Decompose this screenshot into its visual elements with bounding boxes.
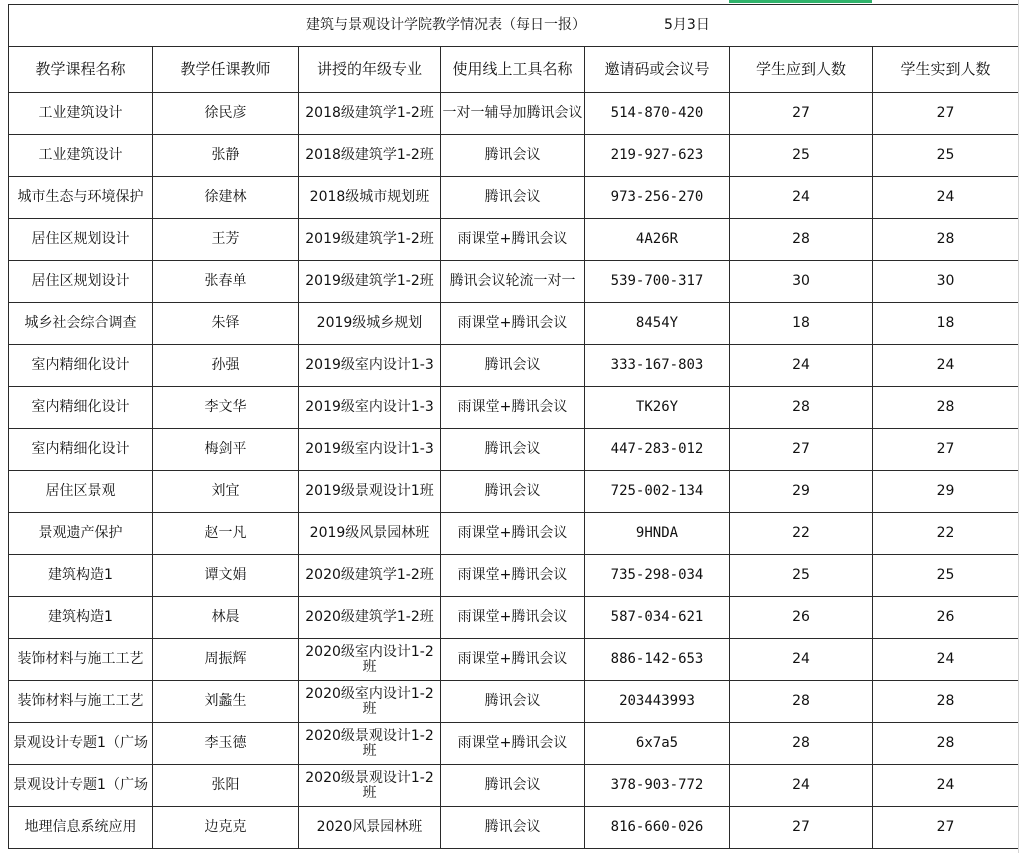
cell-course[interactable]: 工业建筑设计 — [9, 135, 153, 177]
cell-actual[interactable]: 24 — [873, 639, 1019, 681]
cell-teacher[interactable]: 徐建林 — [153, 177, 299, 219]
cell-tool[interactable]: 腾讯会议 — [441, 807, 585, 849]
cell-code[interactable]: 6x7a5 — [585, 723, 730, 765]
cell-grade[interactable]: 2020级室内设计1-2班 — [299, 639, 441, 681]
cell-tool[interactable]: 腾讯会议轮流一对一 — [441, 261, 585, 303]
cell-grade[interactable]: 2019级室内设计1-3 — [299, 345, 441, 387]
cell-grade[interactable]: 2018级城市规划班 — [299, 177, 441, 219]
cell-expected[interactable]: 26 — [730, 597, 873, 639]
table-row — [9, 639, 1019, 681]
cell-teacher[interactable]: 刘宜 — [153, 471, 299, 513]
cell-tool[interactable]: 雨课堂+腾讯会议 — [441, 723, 585, 765]
cell-course[interactable]: 城乡社会综合调查 — [9, 303, 153, 345]
cell-tool[interactable]: 雨课堂+腾讯会议 — [441, 555, 585, 597]
cell-course[interactable]: 居住区规划设计 — [9, 261, 153, 303]
cell-teacher[interactable]: 徐民彦 — [153, 93, 299, 135]
cell-grade[interactable]: 2019级城乡规划 — [299, 303, 441, 345]
cell-course[interactable]: 居住区规划设计 — [9, 219, 153, 261]
cell-course[interactable]: 装饰材料与施工工艺 — [9, 681, 153, 723]
cell-code[interactable]: TK26Y — [585, 387, 730, 429]
header-teacher[interactable]: 教学任课教师 — [153, 47, 299, 93]
cell-actual[interactable]: 27 — [873, 429, 1019, 471]
cell-expected[interactable]: 30 — [730, 261, 873, 303]
cell-expected[interactable]: 24 — [730, 765, 873, 807]
header-grade[interactable]: 讲授的年级专业 — [299, 47, 441, 93]
table-row — [9, 681, 1019, 723]
cell-expected[interactable]: 29 — [730, 471, 873, 513]
table-row — [9, 219, 1019, 261]
cell-grade[interactable]: 2020风景园林班 — [299, 807, 441, 849]
cell-code[interactable]: 886-142-653 — [585, 639, 730, 681]
table-row — [9, 303, 1019, 345]
cell-actual[interactable]: 24 — [873, 177, 1019, 219]
table-row — [9, 429, 1019, 471]
cell-expected[interactable]: 28 — [730, 219, 873, 261]
cell-course[interactable]: 地理信息系统应用 — [9, 807, 153, 849]
cell-course[interactable]: 室内精细化设计 — [9, 345, 153, 387]
cell-grade[interactable]: 2019级建筑学1-2班 — [299, 219, 441, 261]
cell-code[interactable]: 4A26R — [585, 219, 730, 261]
cell-teacher[interactable]: 孙强 — [153, 345, 299, 387]
cell-tool[interactable]: 腾讯会议 — [441, 177, 585, 219]
cell-actual[interactable]: 18 — [873, 303, 1019, 345]
title-cell[interactable] — [9, 5, 1019, 47]
cell-tool[interactable]: 腾讯会议 — [441, 471, 585, 513]
header-code[interactable]: 邀请码或会议号 — [585, 47, 730, 93]
cell-tool[interactable]: 腾讯会议 — [441, 681, 585, 723]
cell-expected[interactable]: 28 — [730, 681, 873, 723]
cell-code[interactable]: 514-870-420 — [585, 93, 730, 135]
title-row — [9, 5, 1019, 47]
cell-code[interactable]: 8454Y — [585, 303, 730, 345]
cell-tool[interactable]: 腾讯会议 — [441, 765, 585, 807]
cell-teacher[interactable]: 周振辉 — [153, 639, 299, 681]
table-row — [9, 93, 1019, 135]
cell-code[interactable]: 447-283-012 — [585, 429, 730, 471]
cell-code[interactable]: 203443993 — [585, 681, 730, 723]
cell-course[interactable]: 室内精细化设计 — [9, 429, 153, 471]
cell-expected[interactable]: 27 — [730, 429, 873, 471]
cell-teacher[interactable]: 张静 — [153, 135, 299, 177]
report-title: 建筑与景观设计学院教学情况表（每日一报） — [306, 17, 586, 33]
cell-tool[interactable]: 一对一辅导加腾讯会议 — [441, 93, 585, 135]
cell-teacher[interactable]: 朱铎 — [153, 303, 299, 345]
cell-actual[interactable]: 27 — [873, 93, 1019, 135]
cell-actual[interactable]: 28 — [873, 681, 1019, 723]
cell-code[interactable]: 378-903-772 — [585, 765, 730, 807]
cell-grade[interactable]: 2018级建筑学1-2班 — [299, 135, 441, 177]
cell-grade[interactable]: 2020级室内设计1-2班 — [299, 681, 441, 723]
cell-grade[interactable]: 2020级景观设计1-2班 — [299, 723, 441, 765]
table-row — [9, 555, 1019, 597]
cell-course[interactable]: 城市生态与环境保护 — [9, 177, 153, 219]
table-row — [9, 765, 1019, 807]
cell-expected[interactable]: 27 — [730, 807, 873, 849]
cell-code[interactable]: 725-002-134 — [585, 471, 730, 513]
cell-teacher[interactable]: 赵一凡 — [153, 513, 299, 555]
cell-expected[interactable]: 24 — [730, 639, 873, 681]
cell-actual[interactable]: 28 — [873, 219, 1019, 261]
cell-expected[interactable]: 24 — [730, 177, 873, 219]
cell-teacher[interactable]: 张阳 — [153, 765, 299, 807]
cell-actual[interactable]: 25 — [873, 555, 1019, 597]
cell-code[interactable]: 9HNDA — [585, 513, 730, 555]
table-row — [9, 597, 1019, 639]
cell-tool[interactable]: 腾讯会议 — [441, 345, 585, 387]
grid-edge — [1018, 0, 1027, 853]
cell-expected[interactable]: 28 — [730, 723, 873, 765]
teaching-report-table — [8, 4, 1019, 849]
cell-teacher[interactable]: 梅剑平 — [153, 429, 299, 471]
cell-grade[interactable]: 2020级建筑学1-2班 — [299, 597, 441, 639]
cell-code[interactable]: 587-034-621 — [585, 597, 730, 639]
cell-teacher[interactable]: 边克克 — [153, 807, 299, 849]
report-date: 5月3日 — [664, 17, 710, 33]
table-row — [9, 177, 1019, 219]
cell-tool[interactable]: 雨课堂+腾讯会议 — [441, 639, 585, 681]
cell-tool[interactable]: 雨课堂+腾讯会议 — [441, 219, 585, 261]
cell-expected[interactable]: 25 — [730, 555, 873, 597]
header-tool[interactable]: 使用线上工具名称 — [441, 47, 585, 93]
cell-grade[interactable]: 2019级室内设计1-3 — [299, 429, 441, 471]
cell-tool[interactable]: 雨课堂+腾讯会议 — [441, 597, 585, 639]
cell-grade[interactable]: 2019级景观设计1班 — [299, 471, 441, 513]
table-row — [9, 471, 1019, 513]
cell-code[interactable]: 735-298-034 — [585, 555, 730, 597]
cell-grade[interactable]: 2019级风景园林班 — [299, 513, 441, 555]
cell-actual[interactable]: 30 — [873, 261, 1019, 303]
header-row — [9, 47, 1019, 93]
table-row — [9, 387, 1019, 429]
header-course[interactable]: 教学课程名称 — [9, 47, 153, 93]
cell-code[interactable]: 973-256-270 — [585, 177, 730, 219]
cell-course[interactable]: 建筑构造1 — [9, 555, 153, 597]
cell-expected[interactable]: 22 — [730, 513, 873, 555]
cell-code[interactable]: 219-927-623 — [585, 135, 730, 177]
header-expected[interactable]: 学生应到人数 — [730, 47, 873, 93]
cell-code[interactable]: 333-167-803 — [585, 345, 730, 387]
cell-actual[interactable]: 27 — [873, 807, 1019, 849]
cell-teacher[interactable]: 李文华 — [153, 387, 299, 429]
cell-actual[interactable]: 28 — [873, 387, 1019, 429]
cell-tool[interactable]: 雨课堂+腾讯会议 — [441, 303, 585, 345]
cell-expected[interactable]: 28 — [730, 387, 873, 429]
cell-course[interactable]: 装饰材料与施工工艺 — [9, 639, 153, 681]
cell-actual[interactable]: 24 — [873, 345, 1019, 387]
cell-grade[interactable]: 2020级景观设计1-2班 — [299, 765, 441, 807]
cell-expected[interactable]: 27 — [730, 93, 873, 135]
header-actual[interactable]: 学生实到人数 — [873, 47, 1019, 93]
cell-grade[interactable]: 2020级建筑学1-2班 — [299, 555, 441, 597]
cell-teacher[interactable]: 林晨 — [153, 597, 299, 639]
cell-course[interactable]: 景观设计专题1（广场 — [9, 765, 153, 807]
table-row — [9, 345, 1019, 387]
cell-teacher[interactable]: 张春单 — [153, 261, 299, 303]
table-row — [9, 807, 1019, 849]
cell-actual[interactable]: 29 — [873, 471, 1019, 513]
cell-expected[interactable]: 25 — [730, 135, 873, 177]
cell-actual[interactable]: 22 — [873, 513, 1019, 555]
cell-actual[interactable]: 26 — [873, 597, 1019, 639]
cell-course[interactable]: 景观设计专题1（广场 — [9, 723, 153, 765]
table-row — [9, 513, 1019, 555]
cell-code[interactable]: 816-660-026 — [585, 807, 730, 849]
cell-actual[interactable]: 28 — [873, 723, 1019, 765]
cell-teacher[interactable]: 李玉德 — [153, 723, 299, 765]
cell-tool[interactable]: 雨课堂+腾讯会议 — [441, 513, 585, 555]
cell-tool[interactable]: 腾讯会议 — [441, 135, 585, 177]
column-selection-marker — [729, 0, 872, 3]
cell-teacher[interactable]: 王芳 — [153, 219, 299, 261]
cell-grade[interactable]: 2019级室内设计1-3 — [299, 387, 441, 429]
cell-grade[interactable]: 2018级建筑学1-2班 — [299, 93, 441, 135]
table-row — [9, 723, 1019, 765]
cell-grade[interactable]: 2019级建筑学1-2班 — [299, 261, 441, 303]
cell-course[interactable]: 室内精细化设计 — [9, 387, 153, 429]
cell-actual[interactable]: 25 — [873, 135, 1019, 177]
table-row — [9, 261, 1019, 303]
cell-expected[interactable]: 24 — [730, 345, 873, 387]
cell-tool[interactable]: 腾讯会议 — [441, 429, 585, 471]
table-row — [9, 135, 1019, 177]
cell-course[interactable]: 工业建筑设计 — [9, 93, 153, 135]
cell-code[interactable]: 539-700-317 — [585, 261, 730, 303]
cell-actual[interactable]: 24 — [873, 765, 1019, 807]
cell-teacher[interactable]: 谭文娟 — [153, 555, 299, 597]
cell-course[interactable]: 建筑构造1 — [9, 597, 153, 639]
cell-course[interactable]: 景观遗产保护 — [9, 513, 153, 555]
cell-expected[interactable]: 18 — [730, 303, 873, 345]
cell-tool[interactable]: 雨课堂+腾讯会议 — [441, 387, 585, 429]
cell-teacher[interactable]: 刘蠡生 — [153, 681, 299, 723]
cell-course[interactable]: 居住区景观 — [9, 471, 153, 513]
